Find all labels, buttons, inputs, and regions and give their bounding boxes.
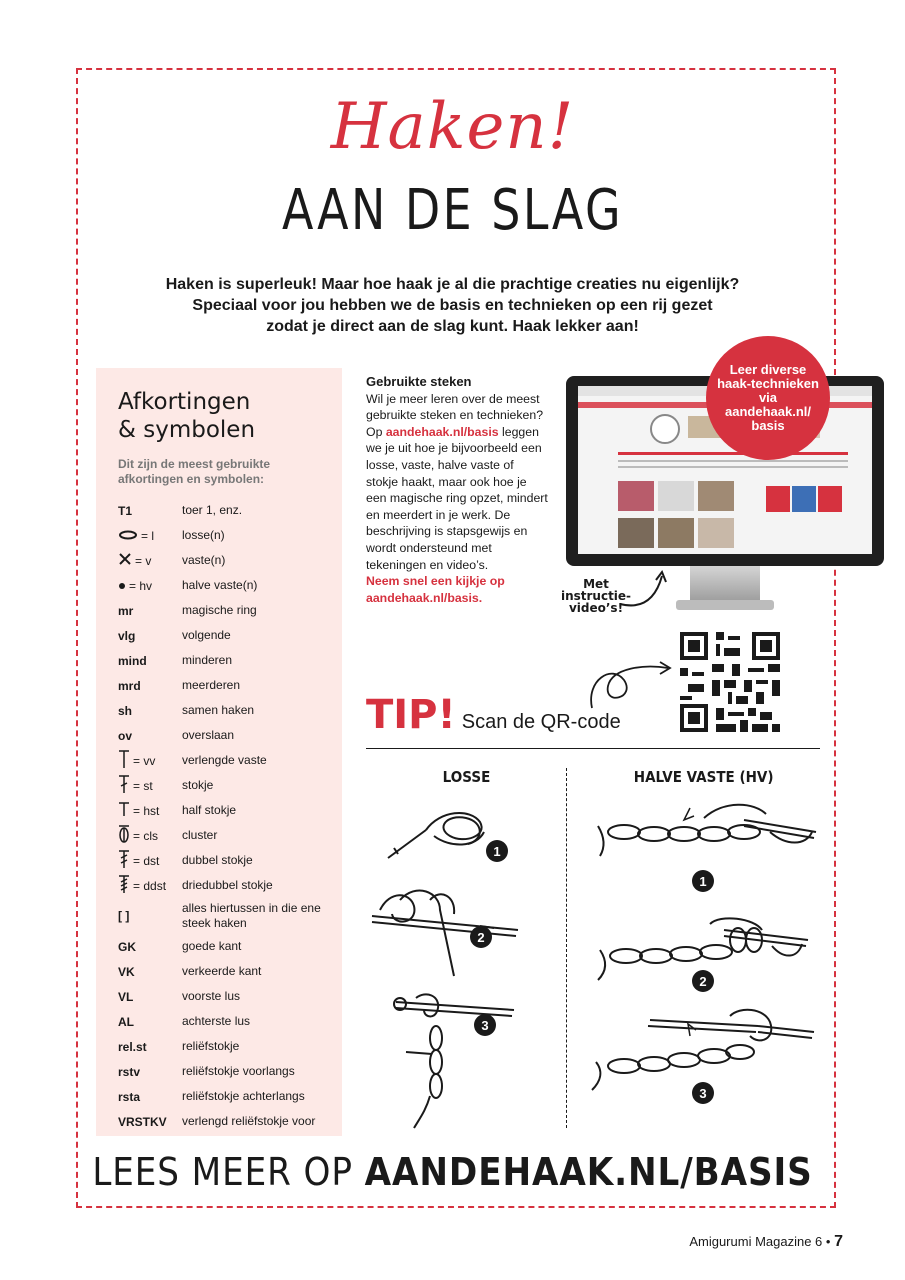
abbreviation-value: reliëfstokje: [182, 1039, 240, 1053]
monitor-stand: [690, 566, 760, 604]
abbreviation-key-text: = hst: [133, 803, 160, 818]
stitches-cta[interactable]: Neem snel een kijkje op aandehaak.nl/basis.: [366, 574, 505, 605]
losse-step-3-illustration: [386, 992, 516, 1130]
abbreviation-row: [118, 723, 342, 748]
abbreviation-key-text: = vv: [133, 753, 156, 768]
abbreviation-value: volgende: [182, 628, 231, 642]
abbreviation-key-text: = st: [133, 778, 153, 793]
tip-text: Scan de QR-code: [461, 711, 621, 733]
stitches-text: [366, 391, 548, 574]
abbreviation-key: AL: [118, 1014, 134, 1029]
abbreviation-row: [118, 523, 342, 548]
abbreviation-key: [118, 801, 182, 820]
abbreviation-key: [ ]: [118, 909, 130, 923]
abbreviation-key: mr: [118, 603, 134, 618]
abbreviation-key: ov: [118, 728, 133, 743]
step-number: 1: [486, 840, 508, 862]
abbreviation-key: mind: [118, 653, 147, 668]
abbreviation-key-text: = hv: [129, 578, 153, 593]
abbreviation-value: voorste lus: [182, 989, 241, 1003]
abbreviation-value: samen haken: [182, 703, 255, 717]
abbreviation-value: half stokje: [182, 803, 237, 817]
abbreviation-key: [118, 749, 182, 772]
abbreviation-row: [118, 623, 342, 648]
footer-cta: [45, 1150, 860, 1194]
footer-prefix: LEES MEER OP: [92, 1150, 365, 1194]
footer-site-link[interactable]: AANDEHAAK.NL/BASIS: [364, 1150, 813, 1194]
abbreviation-key-text: = ddst: [133, 878, 167, 893]
intro-text: [110, 274, 795, 337]
losse-title: LOSSE: [442, 768, 491, 786]
abbreviation-row: [118, 648, 342, 673]
abbreviation-key: GK: [118, 939, 136, 954]
abbreviation-row: [118, 573, 342, 598]
abbreviation-value: cluster: [182, 828, 218, 842]
abbreviation-value: magische ring: [182, 603, 257, 617]
abbreviation-value: goede kant: [182, 939, 242, 953]
abbreviation-row: [118, 1009, 342, 1034]
ddst-symbol-icon: [118, 874, 130, 897]
dot-symbol-icon: [118, 579, 126, 593]
abbreviation-key-text: = cls: [133, 828, 159, 843]
abbreviation-value: minderen: [182, 653, 233, 667]
page-number: 7: [834, 1233, 843, 1250]
abbreviation-value: losse(n): [182, 528, 225, 542]
abbreviation-row: [118, 898, 342, 934]
video-note: Met instructie-video’s!: [560, 577, 632, 615]
abbreviation-row: [118, 548, 342, 573]
stitches-text-part: leggen we je uit hoe je bijvoorbeeld een losse, vaste, halve vaste of stokje haakt, maar ook hoe je een magische ring opzet, mindert en meerdert in je werk. De beschrijving is stapsgewijs en wordt ondersteund met tekeningen en video’s.: [366, 424, 548, 572]
abbreviations-subtitle: Dit zijn de meest gebruikte afkortingen en symbolen:: [118, 457, 271, 486]
cls-symbol-icon: [118, 824, 130, 847]
step-number: 2: [470, 926, 492, 948]
abbreviation-key: rstv: [118, 1064, 141, 1079]
abbreviation-value: meerderen: [182, 678, 241, 692]
abbreviation-key: VK: [118, 964, 135, 979]
dst-symbol-icon: [118, 849, 130, 872]
intro-line: Haken is superleuk! Maar hoe haak je al die prachtige creaties nu eigenlijk?: [165, 276, 740, 293]
site-link[interactable]: aandehaak.nl/basis: [385, 424, 499, 439]
abbreviation-value: reliëfstokje voorlangs: [182, 1064, 295, 1078]
abbreviation-key: [118, 529, 182, 543]
stitches-text-part: Wil je meer leren over de meest gebruikte steken en technieken? Op: [366, 391, 544, 439]
st-symbol-icon: [118, 774, 130, 797]
hst-symbol-icon: [118, 801, 130, 820]
page-title: AAN DE SLAG: [281, 178, 624, 243]
abbreviation-key-text: = l: [141, 528, 155, 543]
abbreviation-row: [118, 748, 342, 773]
qr-code-icon[interactable]: [680, 632, 780, 732]
abbreviation-value: driedubbel stokje: [182, 878, 273, 892]
abbreviation-key: rsta: [118, 1089, 141, 1104]
abbreviations-title: [118, 388, 255, 444]
abbreviation-key: VL: [118, 989, 134, 1004]
abbreviation-row: [118, 498, 342, 523]
abbreviation-row: [118, 1109, 342, 1134]
stitches-heading: Gebruikte steken: [366, 374, 472, 389]
abbreviation-value: vaste(n): [182, 553, 226, 567]
halve-vaste-step-1-illustration: [594, 796, 818, 862]
losse-step-2-illustration: [370, 880, 520, 980]
abbreviation-row: [118, 1084, 342, 1109]
intro-line: Speciaal voor jou hebben we de basis en technieken op een rij gezet: [192, 297, 713, 314]
abbreviation-row: [118, 823, 342, 848]
abbreviation-key: vlg: [118, 628, 136, 643]
abbreviation-key: [118, 874, 182, 897]
abbreviation-value: dubbel stokje: [182, 853, 253, 867]
abbreviation-row: [118, 673, 342, 698]
abbreviation-key: T1: [118, 503, 133, 518]
magazine-name: Amigurumi Magazine 6: [689, 1234, 823, 1249]
vv-symbol-icon: [118, 749, 130, 772]
abbreviation-value: achterste lus: [182, 1014, 251, 1028]
abbreviations-title-line: Afkortingen: [118, 389, 251, 415]
abbreviation-key-text: = dst: [133, 853, 160, 868]
halve-vaste-step-3-illustration: [590, 1006, 818, 1092]
abbreviation-row: [118, 873, 342, 898]
abbreviation-key: [118, 774, 182, 797]
abbreviation-row: [118, 598, 342, 623]
step-number: 2: [692, 970, 714, 992]
abbreviation-value: stokje: [182, 778, 214, 792]
intro-line: zodat je direct aan de slag kunt. Haak lekker aan!: [266, 318, 639, 335]
abbreviation-row: [118, 798, 342, 823]
abbreviations-list: [118, 498, 342, 1134]
abbreviation-row: [118, 698, 342, 723]
step-number: 3: [474, 1014, 496, 1036]
abbreviation-value: toer 1, enz.: [182, 503, 243, 517]
abbreviation-value: verlengd reliëfstokje voor: [182, 1114, 316, 1128]
step-number: 1: [692, 870, 714, 892]
tip-label: TIP!: [366, 692, 456, 738]
abbreviation-row: [118, 959, 342, 984]
abbreviation-key: [118, 824, 182, 847]
abbreviation-value: reliëfstokje achterlangs: [182, 1089, 305, 1103]
abbreviation-value: verkeerde kant: [182, 964, 262, 978]
abbreviation-row: [118, 1034, 342, 1059]
abbreviation-key: VRSTKV: [118, 1114, 167, 1129]
abbreviation-value: verlengde vaste: [182, 753, 267, 767]
x-symbol-icon: [118, 553, 132, 568]
abbreviation-key: [118, 553, 182, 568]
tip: [366, 692, 621, 738]
page-footer: [689, 1233, 843, 1251]
abbreviation-row: [118, 848, 342, 873]
bullet: •: [825, 1234, 831, 1249]
monitor-foot: [676, 600, 774, 610]
abbreviation-key: [118, 579, 182, 593]
abbreviation-row: [118, 1059, 342, 1084]
divider: [366, 748, 820, 749]
oval-symbol-icon: [118, 529, 138, 543]
abbreviations-panel: [96, 368, 342, 1136]
script-title: Haken!: [330, 90, 575, 164]
abbreviation-key-text: = v: [135, 553, 152, 568]
abbreviation-row: [118, 773, 342, 798]
curved-arrow-icon: [614, 568, 674, 614]
stitches-column: [366, 374, 548, 606]
abbreviation-value: halve vaste(n): [182, 578, 258, 592]
promo-badge: Leer diverse haak-technieken via aandehaak.nl/ basis: [706, 336, 830, 460]
dashed-divider: [566, 768, 567, 1128]
abbreviation-row: [118, 984, 342, 1009]
abbreviation-key: mrd: [118, 678, 141, 693]
abbreviation-key: rel.st: [118, 1039, 147, 1054]
abbreviation-value: overslaan: [182, 728, 235, 742]
loop-arrow-icon: [584, 650, 674, 712]
abbreviation-key: [118, 849, 182, 872]
abbreviation-row: [118, 934, 342, 959]
halve-vaste-title: HALVE VASTE (HV): [633, 768, 774, 786]
abbreviation-value: alles hiertussen in die ene steek haken: [182, 901, 321, 930]
abbreviations-title-line: & symbolen: [118, 417, 256, 443]
step-number: 3: [692, 1082, 714, 1104]
abbreviation-key: sh: [118, 703, 133, 718]
